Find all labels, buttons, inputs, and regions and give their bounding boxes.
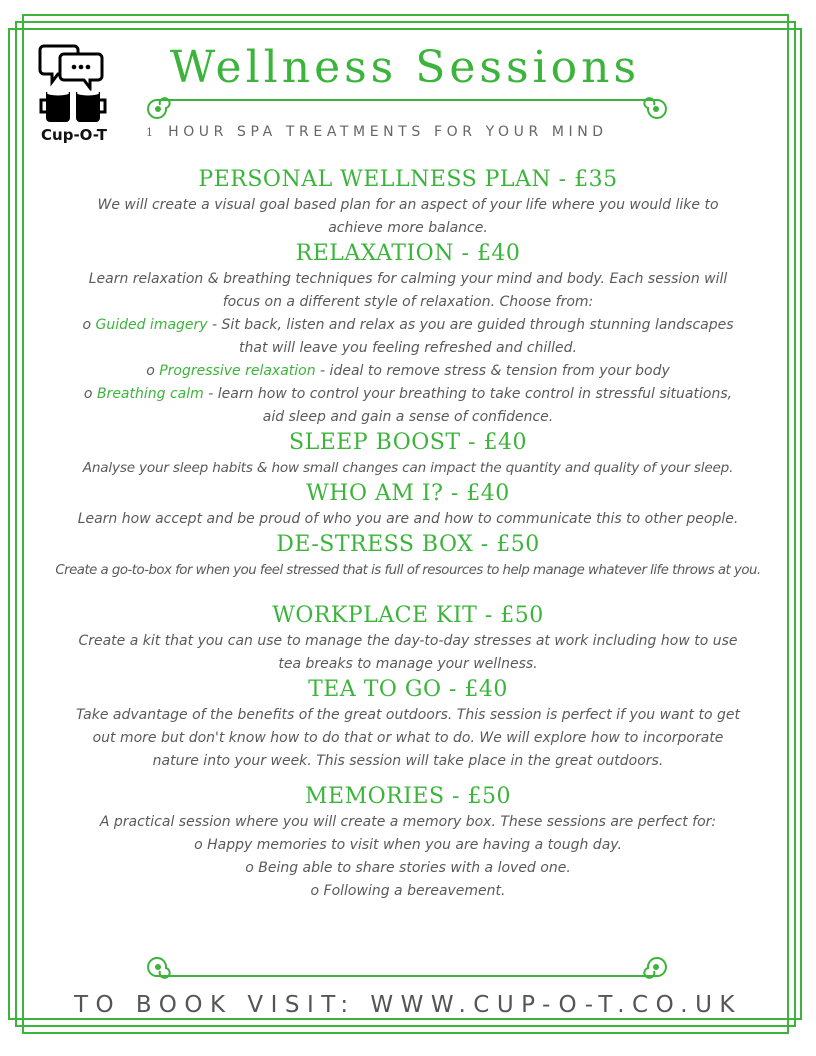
option-description: - ideal to remove stress & tension from your body bbox=[315, 363, 670, 379]
subtitle-text: HOUR SPA TREATMENTS FOR YOUR MIND bbox=[168, 124, 608, 140]
session-title: WHO AM I? - £40 bbox=[306, 481, 510, 506]
session-memories bbox=[14, 783, 802, 903]
option-name: Guided imagery bbox=[95, 317, 208, 333]
session-title: SLEEP BOOST - £40 bbox=[289, 430, 527, 455]
session-title: TEA TO GO - £40 bbox=[308, 677, 508, 702]
bullet: o bbox=[146, 363, 155, 379]
session-description: Create a kit that you can use to manage the day-to-day stresses at work including how to use bbox=[78, 633, 738, 649]
session-description: o Happy memories to visit when you are having a tough day. bbox=[194, 837, 622, 853]
spacer bbox=[14, 773, 802, 783]
session-title: DE-STRESS BOX - £50 bbox=[276, 532, 540, 557]
session-description: o Being able to share stories with a loved one. bbox=[245, 860, 571, 876]
session-description: nature into your week. This session will take place in the great outdoors. bbox=[152, 753, 664, 769]
session-tea-to-go bbox=[14, 676, 802, 773]
option-name: Breathing calm bbox=[96, 386, 204, 402]
session-description: We will create a visual goal based plan for an aspect of your life where you would like to bbox=[97, 197, 719, 213]
relaxation-option-breathing-calm bbox=[14, 383, 802, 406]
session-title: MEMORIES - £50 bbox=[305, 784, 511, 809]
bullet: o bbox=[83, 386, 93, 402]
session-description: Analyse your sleep habits & how small changes can impact the quantity and quality of your sleep. bbox=[82, 460, 734, 476]
session-description: tea breaks to manage your wellness. bbox=[278, 656, 538, 672]
scroll-ornament-top bbox=[146, 96, 668, 122]
session-description: A practical session where you will create a memory box. These sessions are perfect for: bbox=[99, 814, 717, 830]
session-description: Learn relaxation & breathing techniques for calming your mind and body. Each session will bbox=[88, 271, 728, 287]
relaxation-option-progressive-relaxation bbox=[14, 360, 802, 383]
chat-mugs-icon bbox=[36, 42, 112, 124]
option-description-continued: that will leave you feeling refreshed and chilled. bbox=[239, 340, 577, 356]
session-description: Create a go-to-box for when you feel stressed that is full of resources to help manage whatever life throws at you. bbox=[55, 563, 761, 578]
booking-link[interactable]: TO BOOK VISIT: WWW.CUP-O-T.CO.UK bbox=[73, 992, 743, 1018]
option-description-continued: aid sleep and gain a sense of confidence. bbox=[262, 409, 554, 425]
spacer bbox=[14, 582, 802, 602]
session-title: RELAXATION - £40 bbox=[295, 241, 521, 266]
session-title: WORKPLACE KIT - £50 bbox=[272, 603, 544, 628]
session-de-stress-box bbox=[14, 531, 802, 582]
logo bbox=[36, 42, 112, 146]
subtitle-number: 1 bbox=[146, 126, 159, 139]
logo-text: Cup-O-T bbox=[41, 126, 107, 144]
scroll-ornament-bottom bbox=[146, 954, 668, 980]
page-title: Wellness Sessions bbox=[169, 42, 641, 93]
session-workplace-kit bbox=[14, 602, 802, 676]
option-name: Progressive relaxation bbox=[159, 363, 316, 379]
session-description: focus on a different style of relaxation. Choose from: bbox=[222, 294, 594, 310]
session-description: achieve more balance. bbox=[328, 220, 488, 236]
subtitle bbox=[146, 124, 676, 140]
session-personal-wellness-plan bbox=[14, 166, 802, 240]
session-description: out more but don't know how to do that or what to do. We will explore how to incorporate bbox=[92, 730, 724, 746]
session-description: Learn how accept and be proud of who you are and how to communicate this to other people. bbox=[77, 511, 739, 527]
session-description: Take advantage of the benefits of the great outdoors. This session is perfect if you want to get bbox=[76, 707, 740, 723]
session-relaxation bbox=[14, 240, 802, 429]
session-sleep-boost bbox=[14, 429, 802, 480]
bullet: o bbox=[82, 317, 92, 333]
option-description: - Sit back, listen and relax as you are guided through stunning landscapes bbox=[207, 317, 734, 333]
session-list bbox=[14, 166, 802, 903]
option-description: - learn how to control your breathing to take control in stressful situations, bbox=[203, 386, 733, 402]
relaxation-option-guided-imagery bbox=[14, 314, 802, 337]
session-title: PERSONAL WELLNESS PLAN - £35 bbox=[198, 167, 618, 192]
session-who-am-i bbox=[14, 480, 802, 531]
session-description: o Following a bereavement. bbox=[310, 883, 506, 899]
